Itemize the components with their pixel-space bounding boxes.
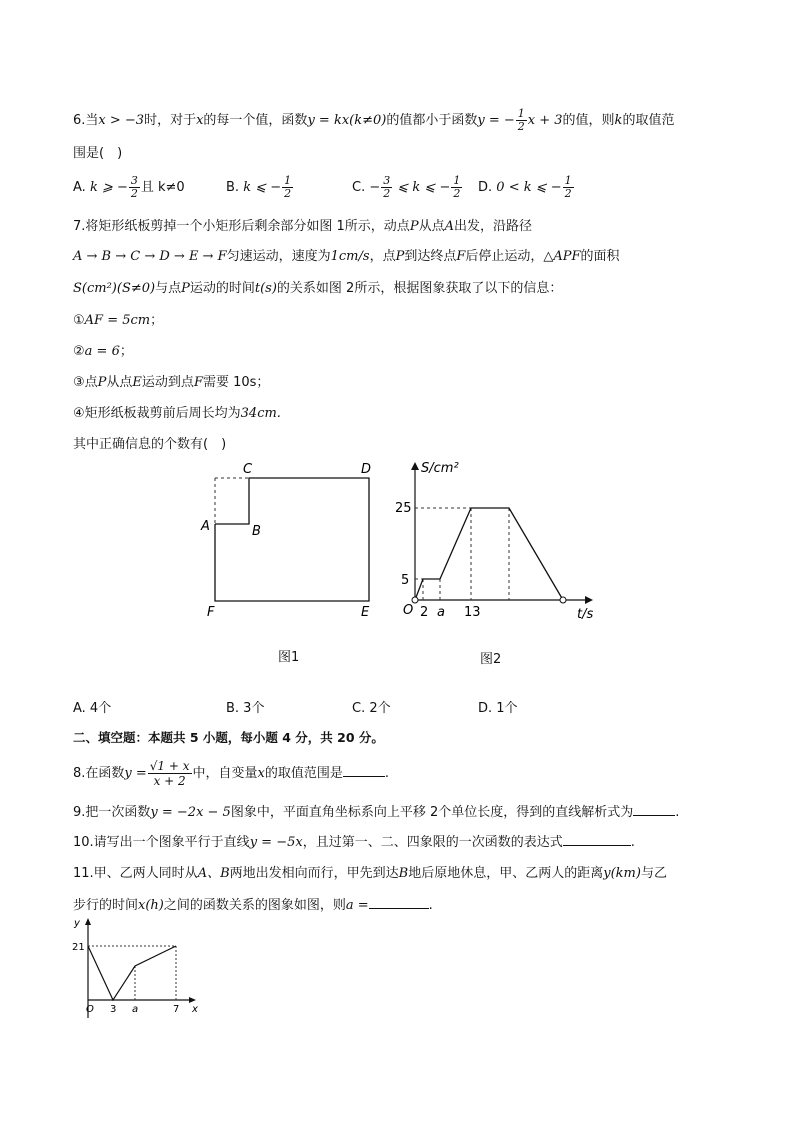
q11-y-label: y [74,918,80,929]
q7-line3: S(cm²)(S≠0)与点P运动的时间t(s)的关系如图 2所示，根据图象获取了以下的信息： [73,281,563,296]
label-A: A [201,519,210,534]
section-heading: 二、填空题：本题共 5 小题，每小题 4 分，共 20 分。 [73,730,384,745]
q7-option-b[interactable]: B. 3个 [226,701,265,716]
x-axis-label: t/s [577,607,594,622]
q8-line: 8.在函数y = $\frac{√1 + x}{x + 2}$ 中，自变量x的取值范围是 . [73,759,390,788]
q9-answer-blank[interactable] [633,803,675,816]
x-tick-a: a [437,605,445,620]
q7-info3: ③点P从点E运动到点F需要 10s； [73,375,270,390]
label-F: F [207,605,215,620]
figure-1-caption: 图1 [278,650,300,665]
q11-line2: 步行的时间x(h)之间的函数关系的图象如图，则a = . [73,898,433,913]
q11-x-tick-3: 3 [110,1004,117,1015]
q9-line: 9.把一次函数y = −2x − 5图象中，平面直角坐标系向上平移 2个单位长度，得到的直线解析式为 . [73,805,680,820]
q10-line: 10.请写出一个图象平行于直线y = −5x，且过第一、二、四象限的一次函数的表达式 . [73,835,635,850]
y-axis-label: S/cm² [421,461,459,476]
q10-answer-blank[interactable] [563,833,631,846]
label-D: D [361,462,372,477]
q11-line1: 11.甲、乙两人同时从A、B两地出发相向而行，甲先到达B地后原地休息，甲、乙两人的距离y(km)与乙 [73,866,667,881]
origin-label: O [403,603,414,618]
q7-option-a[interactable]: A. 4个 [73,701,112,716]
q7-question: 其中正确信息的个数有( ) [73,437,227,452]
q6-option-a[interactable]: A. k ⩾ − $\frac{3}{2}$ 且 k≠0 [73,174,185,200]
q7-info1: ①AF = 5cm； [73,313,164,328]
q7-info2: ②a = 6； [73,344,133,359]
q6-option-b[interactable]: B. k ⩽ − $\frac{1}{2}$ [226,174,292,200]
q6-option-c[interactable]: C. − $\frac{3}{2}$ ⩽ k ⩽ − $\frac{1}{2}$ [352,174,461,200]
label-C: C [243,462,253,477]
y-tick-5: 5 [401,573,410,588]
q11-x-tick-7: 7 [173,1004,180,1015]
q11-answer-blank[interactable] [369,896,429,909]
y-tick-25: 25 [395,501,412,516]
figure-2-caption: 图2 [480,652,502,667]
label-B: B [252,524,261,539]
q6-line2: 围是( ) [73,146,123,161]
q11-origin: O [86,1004,94,1015]
figure-2-graph [395,458,605,623]
x-tick-2: 2 [420,605,429,620]
q11-y-tick-21: 21 [72,942,85,953]
q11-x-label: x [192,1004,198,1015]
q6-option-d[interactable]: D. 0 < k ⩽ − $\frac{1}{2}$ [478,174,572,200]
q11-x-tick-a: a [132,1004,139,1015]
x-tick-13: 13 [464,605,481,620]
q11-graph [62,914,212,1024]
q6-line1: 6.当x > −3时，对于x的每一个值，函数y = kx(k≠0)的值都小于函数y = − $\frac{1}{2}$ x + 3的值，则k的取值范 [73,107,675,133]
label-E: E [361,605,370,620]
q7-option-c[interactable]: C. 2个 [352,701,391,716]
q8-answer-blank[interactable] [343,764,385,777]
figure-1-diagram [195,458,385,623]
q7-line1: 7.将矩形纸板剪掉一个小矩形后剩余部分如图 1所示，动点P从点A出发，沿路径 [73,219,532,234]
q7-info4: ④矩形纸板裁剪前后周长均为34cm. [73,406,281,421]
q7-line2: A → B → C → D → E → F匀速运动，速度为1cm/s，点P到达终点F后停止运动，△APF的面积 [73,249,620,264]
q7-option-d[interactable]: D. 1个 [478,701,518,716]
fraction-half: $\frac{1}{2}$ [517,107,525,133]
